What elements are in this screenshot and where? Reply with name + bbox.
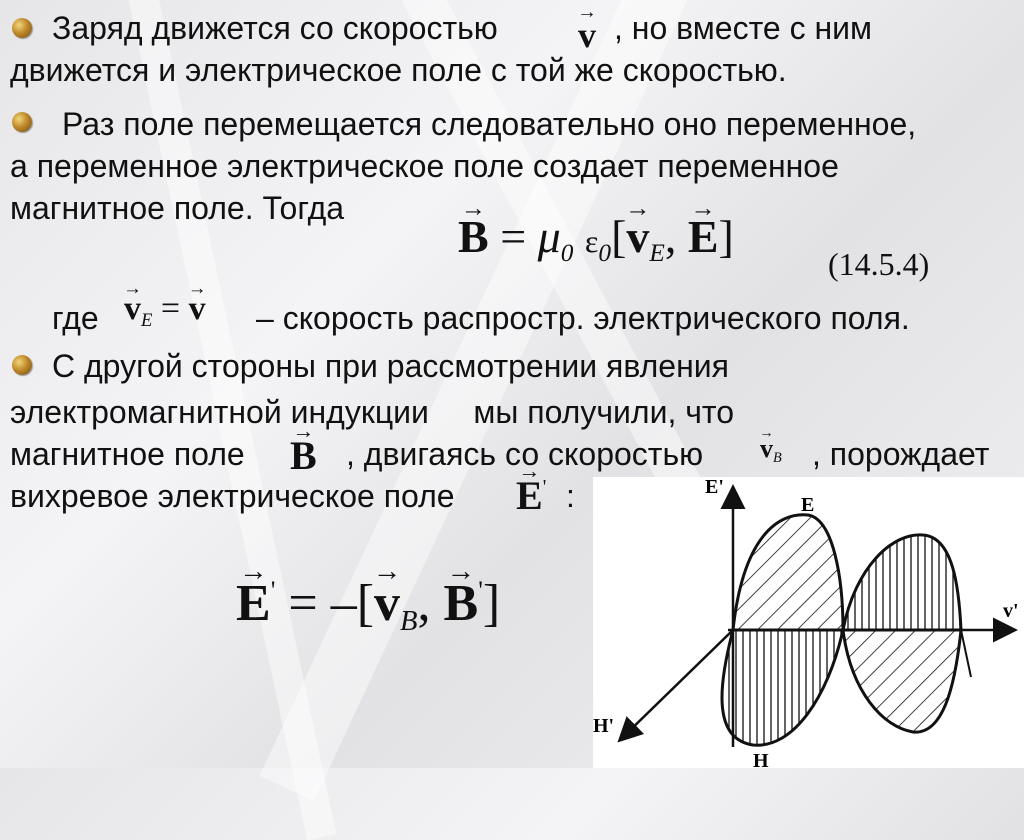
p1-line1-b: , но вместе с ним [614, 10, 872, 46]
h-prime-axis [621, 630, 733, 739]
p3-line1: С другой стороны при рассмотрении явления [52, 348, 729, 384]
p2-line2: а переменное электрическое поле создает переменное [10, 148, 839, 184]
p2-line3: магнитное поле. Тогда [10, 190, 345, 226]
e-wave-lobe-2 [843, 630, 961, 732]
label-e-curve: E [801, 494, 815, 516]
p3-line3-b: , двигаясь со скоростью [346, 436, 704, 472]
formula-e-prime: → E' = –[→ vB, → B'] [236, 574, 500, 633]
bullet-icon [12, 112, 32, 132]
p3-line4-b: : [566, 478, 575, 514]
tail-line [961, 630, 971, 677]
formula-ve-equals-v: → vE = → v [124, 290, 206, 328]
em-wave-figure [593, 477, 1024, 768]
p1-line2: движется и электрическое поле с той же скоростью. [10, 52, 787, 88]
where-text: – скорость распростр. электрического поля. [256, 300, 910, 336]
bullet-icon [12, 18, 32, 38]
label-h-prime-axis: H' [593, 715, 615, 737]
equation-number: (14.5.4) [828, 246, 930, 282]
vector-v: → v [578, 14, 596, 56]
e-wave-lobe-1 [733, 515, 843, 630]
vector-e-prime: → E' [516, 472, 546, 519]
p1-line1-a: Заряд движется со скоростью [52, 10, 498, 46]
vector-b: → B [290, 432, 317, 479]
formula-b-field: → B = μ0 ε0[→ vE, → E] [458, 210, 734, 263]
h-wave-lobe-2 [843, 535, 961, 630]
vector-vb: → vB [760, 434, 782, 464]
p3-line3-a: магнитное поле [10, 436, 245, 472]
p2-line1: Раз поле перемещается следовательно оно переменное, [62, 106, 917, 142]
label-v-prime-axis: v' [1003, 600, 1019, 622]
em-wave-diagram [593, 477, 1024, 768]
p3-line3-c: , порождает [812, 436, 990, 472]
p3-line2: электромагнитной индукции мы получили, что [10, 394, 734, 430]
label-e-prime-axis: E' [705, 477, 724, 498]
p3-line4-a: вихревое электрическое поле [10, 478, 455, 514]
bullet-icon [12, 355, 32, 375]
where-label: где [52, 300, 99, 336]
h-wave-lobe-1 [722, 630, 843, 745]
label-h-curve: H [753, 750, 769, 768]
